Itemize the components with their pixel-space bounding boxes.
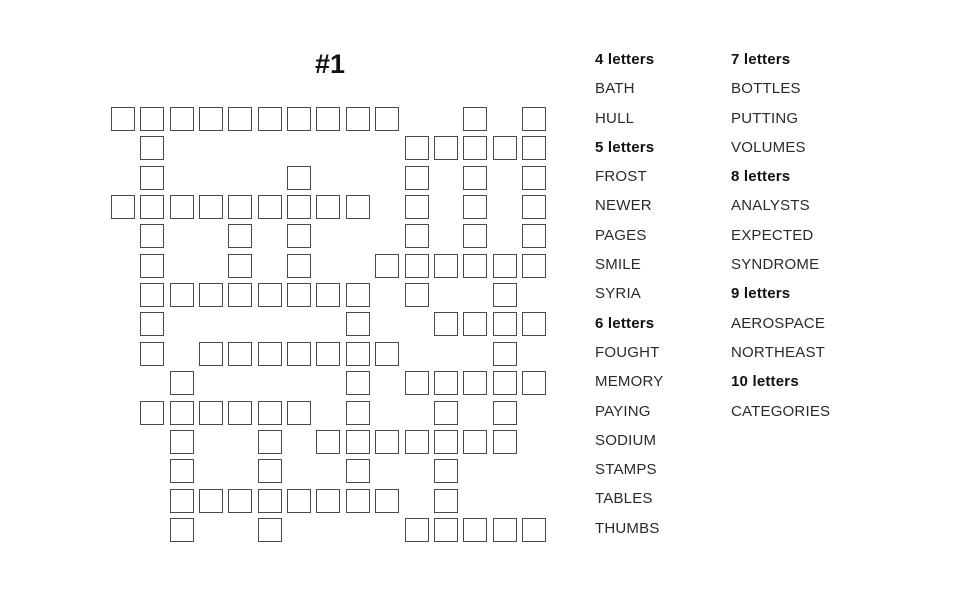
grid-cell[interactable] (170, 489, 194, 513)
grid-cell[interactable] (493, 401, 517, 425)
grid-cell[interactable] (170, 518, 194, 542)
word-bank-entry: NEWER (595, 197, 652, 215)
grid-cell[interactable] (287, 401, 311, 425)
grid-cell[interactable] (287, 195, 311, 219)
grid-cell[interactable] (522, 136, 546, 160)
grid-cell[interactable] (375, 342, 399, 366)
grid-cell[interactable] (258, 430, 282, 454)
grid-cell[interactable] (170, 430, 194, 454)
grid-cell[interactable] (493, 136, 517, 160)
grid-cell[interactable] (140, 195, 164, 219)
grid-cell[interactable] (170, 401, 194, 425)
grid-cell[interactable] (346, 312, 370, 336)
grid-cell[interactable] (522, 254, 546, 278)
grid-cell[interactable] (346, 342, 370, 366)
word-bank-entry: SMILE (595, 256, 642, 274)
grid-cell[interactable] (375, 254, 399, 278)
grid-cell[interactable] (140, 107, 164, 131)
grid-cell[interactable] (170, 195, 194, 219)
grid-cell[interactable] (170, 459, 194, 483)
grid-cell[interactable] (228, 342, 252, 366)
word-length-heading: 5 letters (595, 138, 655, 156)
grid-cell[interactable] (228, 283, 252, 307)
grid-cell[interactable] (140, 166, 164, 190)
grid-cell[interactable] (258, 107, 282, 131)
grid-cell[interactable] (287, 166, 311, 190)
word-bank-entry: MEMORY (595, 373, 664, 391)
grid-cell[interactable] (522, 224, 546, 248)
word-bank-entry: VOLUMES (731, 138, 806, 156)
grid-cell[interactable] (522, 107, 546, 131)
grid-cell[interactable] (228, 107, 252, 131)
word-bank-entry: BATH (595, 80, 635, 98)
grid-cell[interactable] (258, 342, 282, 366)
grid-cell[interactable] (228, 195, 252, 219)
word-bank-entry: PUTTING (731, 109, 799, 127)
grid-cell[interactable] (493, 312, 517, 336)
grid-cell[interactable] (199, 283, 223, 307)
grid-cell[interactable] (287, 107, 311, 131)
grid-cell[interactable] (434, 459, 458, 483)
grid-cell[interactable] (258, 489, 282, 513)
grid-cell[interactable] (140, 342, 164, 366)
grid-cell[interactable] (170, 283, 194, 307)
grid-cell[interactable] (463, 518, 487, 542)
grid-cell[interactable] (346, 107, 370, 131)
grid-cell[interactable] (434, 401, 458, 425)
grid-cell[interactable] (493, 371, 517, 395)
grid-cell[interactable] (258, 518, 282, 542)
grid-cell[interactable] (375, 489, 399, 513)
grid-cell[interactable] (405, 371, 429, 395)
grid-cell[interactable] (287, 489, 311, 513)
grid-cell[interactable] (346, 430, 370, 454)
grid-cell[interactable] (463, 371, 487, 395)
grid-cell[interactable] (316, 489, 340, 513)
grid-cell[interactable] (170, 107, 194, 131)
word-bank-entry: FOUGHT (595, 343, 660, 361)
grid-cell[interactable] (463, 254, 487, 278)
word-bank-entry: PAGES (595, 226, 647, 244)
grid-cell[interactable] (434, 254, 458, 278)
grid-cell[interactable] (375, 430, 399, 454)
grid-cell[interactable] (140, 283, 164, 307)
grid-cell[interactable] (493, 342, 517, 366)
grid-cell[interactable] (316, 107, 340, 131)
grid-cell[interactable] (258, 283, 282, 307)
word-bank-entry: CATEGORIES (731, 402, 831, 420)
grid-cell[interactable] (111, 195, 135, 219)
puzzle-title: #1 (314, 49, 346, 79)
grid-cell[interactable] (346, 489, 370, 513)
grid-cell[interactable] (463, 224, 487, 248)
grid-cell[interactable] (434, 371, 458, 395)
grid-cell[interactable] (493, 254, 517, 278)
grid-cell[interactable] (405, 518, 429, 542)
grid-cell[interactable] (522, 166, 546, 190)
word-bank-entry: HULL (595, 109, 635, 127)
grid-cell[interactable] (434, 136, 458, 160)
grid-cell[interactable] (316, 283, 340, 307)
word-bank-entry: FROST (595, 168, 647, 186)
word-bank-entry: THUMBS (595, 519, 660, 537)
grid-cell[interactable] (522, 371, 546, 395)
grid-cell[interactable] (346, 195, 370, 219)
grid-cell[interactable] (287, 224, 311, 248)
word-bank-entry: SYNDROME (731, 256, 820, 274)
grid-cell[interactable] (493, 430, 517, 454)
grid-cell[interactable] (346, 401, 370, 425)
grid-cell[interactable] (463, 312, 487, 336)
grid-cell[interactable] (228, 224, 252, 248)
grid-cell[interactable] (405, 224, 429, 248)
grid-cell[interactable] (258, 459, 282, 483)
grid-cell[interactable] (434, 518, 458, 542)
grid-cell[interactable] (463, 166, 487, 190)
grid-cell[interactable] (316, 430, 340, 454)
grid-cell[interactable] (170, 371, 194, 395)
grid-cell[interactable] (405, 254, 429, 278)
word-bank-entry: ANALYSTS (731, 197, 810, 215)
grid-cell[interactable] (522, 312, 546, 336)
word-length-heading: 7 letters (731, 51, 791, 68)
grid-cell[interactable] (434, 312, 458, 336)
grid-cell[interactable] (405, 430, 429, 454)
grid-cell[interactable] (434, 489, 458, 513)
grid-cell[interactable] (463, 195, 487, 219)
grid-cell[interactable] (405, 195, 429, 219)
grid-cell[interactable] (463, 107, 487, 131)
grid-cell[interactable] (111, 107, 135, 131)
grid-cell[interactable] (140, 312, 164, 336)
grid-cell[interactable] (522, 195, 546, 219)
word-bank-entry: BOTTLES (731, 80, 801, 98)
word-length-heading: 4 letters (595, 51, 655, 68)
crossword-grid (111, 107, 551, 547)
word-bank-entry: NORTHEAST (731, 343, 826, 361)
grid-cell[interactable] (199, 195, 223, 219)
word-bank-column-left (595, 48, 663, 546)
grid-cell[interactable] (199, 489, 223, 513)
grid-cell[interactable] (346, 371, 370, 395)
grid-cell[interactable] (228, 489, 252, 513)
grid-cell[interactable] (346, 283, 370, 307)
grid-cell[interactable] (199, 342, 223, 366)
word-bank-entry: TABLES (595, 490, 653, 508)
word-length-heading: 6 letters (595, 314, 655, 332)
grid-cell[interactable] (258, 195, 282, 219)
grid-cell[interactable] (316, 342, 340, 366)
grid-cell[interactable] (405, 166, 429, 190)
word-length-heading: 9 letters (731, 285, 791, 303)
word-bank-column-right (731, 48, 830, 429)
word-length-heading: 10 letters (731, 373, 799, 391)
grid-cell[interactable] (199, 401, 223, 425)
grid-cell[interactable] (493, 283, 517, 307)
grid-cell[interactable] (493, 518, 517, 542)
word-bank-entry: SODIUM (595, 431, 657, 449)
word-length-heading: 8 letters (731, 168, 791, 186)
grid-cell[interactable] (434, 430, 458, 454)
grid-cell[interactable] (140, 254, 164, 278)
grid-cell[interactable] (463, 136, 487, 160)
grid-cell[interactable] (375, 107, 399, 131)
grid-cell[interactable] (140, 136, 164, 160)
grid-cell[interactable] (228, 401, 252, 425)
grid-cell[interactable] (140, 401, 164, 425)
word-bank-entry: SYRIA (595, 285, 642, 303)
grid-cell[interactable] (287, 342, 311, 366)
word-bank (595, 48, 955, 548)
grid-cell[interactable] (228, 254, 252, 278)
word-bank-entry: EXPECTED (731, 226, 814, 244)
word-bank-entry: AEROSPACE (731, 314, 826, 332)
grid-cell[interactable] (463, 430, 487, 454)
grid-cell[interactable] (258, 401, 282, 425)
grid-cell[interactable] (287, 283, 311, 307)
grid-cell[interactable] (522, 518, 546, 542)
grid-cell[interactable] (405, 283, 429, 307)
grid-cell[interactable] (140, 224, 164, 248)
grid-cell[interactable] (405, 136, 429, 160)
word-bank-entry: STAMPS (595, 461, 657, 479)
word-bank-entry: PAYING (595, 402, 651, 420)
grid-cell[interactable] (316, 195, 340, 219)
grid-cell[interactable] (199, 107, 223, 131)
grid-cell[interactable] (346, 459, 370, 483)
grid-cell[interactable] (287, 254, 311, 278)
